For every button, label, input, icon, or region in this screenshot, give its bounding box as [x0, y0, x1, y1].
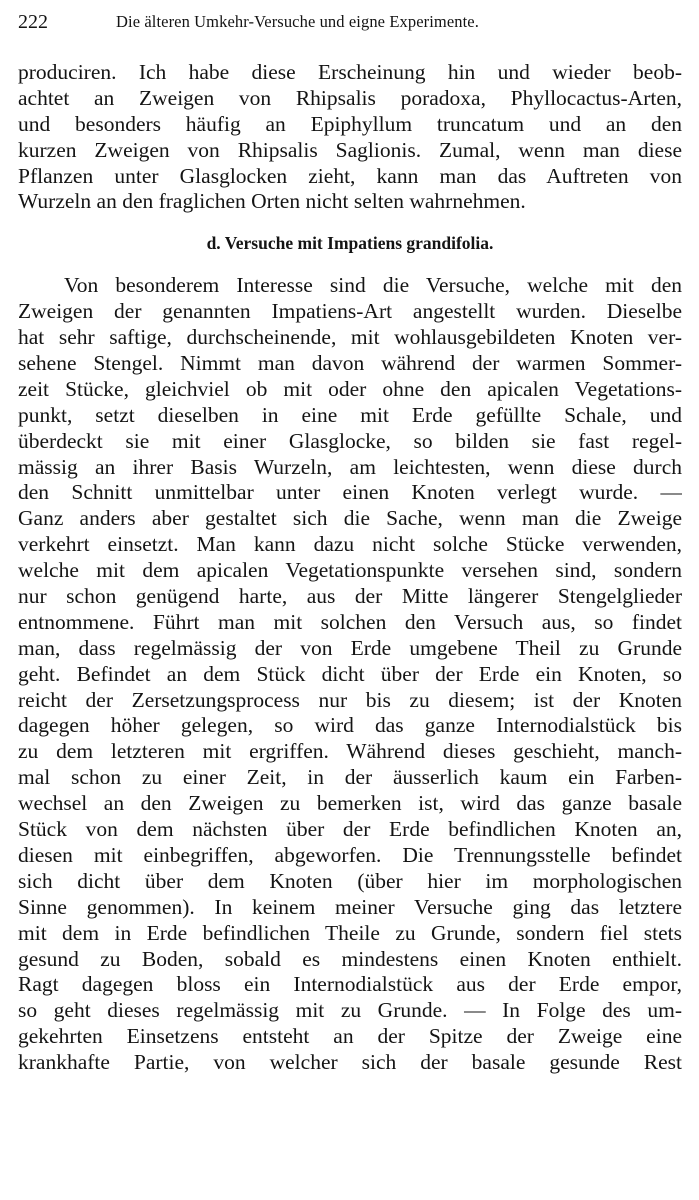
text-line: zu dem letzteren mit ergriffen. Während dieses geschieht, manch-	[18, 739, 682, 764]
text-line: Ragt dagegen bloss ein Internodialstück aus der Erde empor,	[18, 972, 682, 997]
text-line: geht. Befindet an dem Stück dicht über der Erde ein Knoten, so	[18, 661, 682, 686]
text-line: Sinne genommen). In keinem meiner Versuche ging das letztere	[18, 894, 682, 919]
running-header	[18, 8, 678, 36]
text-line: welche mit dem apicalen Vegetationspunkte versehen sind, sondern	[18, 558, 682, 583]
text-line: Pflanzen unter Glasglocken zieht, kann man das Auftreten von	[18, 163, 682, 188]
text-line: hat sehr saftige, durchscheinende, mit wohlausgebildeten Knoten ver-	[18, 325, 682, 350]
text-line: und besonders häufig an Epiphyllum truncatum und an den	[18, 111, 682, 136]
text-line: so geht dieses regelmässig mit zu Grunde. — In Folge des um-	[18, 998, 682, 1023]
text-line: sehene Stengel. Nimmt man davon während der warmen Sommer-	[18, 351, 682, 376]
text-line: Zweigen der genannten Impatiens-Art angestellt wurden. Dieselbe	[18, 299, 682, 324]
text-line: Von besonderem Interesse sind die Versuche, welche mit den	[64, 273, 682, 298]
text-line: nur schon genügend harte, aus der Mitte längerer Stengelglieder	[18, 584, 682, 609]
text-line: diesen mit einbegriffen, abgeworfen. Die Trennungsstelle befindet	[18, 842, 682, 867]
text-line: mit dem in Erde befindlichen Theile zu Grunde, sondern fiel stets	[18, 920, 682, 945]
text-line: Wurzeln an den fraglichen Orten nicht selten wahrnehmen.	[18, 189, 526, 214]
section-heading: d. Versuche mit Impatiens grandifolia.	[206, 233, 494, 254]
text-line: überdeckt sie mit einer Glasglocke, so bilden sie fast regel-	[18, 428, 682, 453]
text-line: man, dass regelmässig der von Erde umgebene Theil zu Grunde	[18, 635, 682, 660]
text-line: punkt, setzt dieselben in eine mit Erde gefüllte Schale, und	[18, 402, 682, 427]
text-line: zeit Stücke, gleichviel ob mit oder ohne den apicalen Vegetations-	[18, 376, 682, 401]
text-line: den Schnitt unmittelbar unter einen Knoten verlegt wurde. —	[18, 480, 682, 505]
text-line: gekehrten Einsetzens entsteht an der Spitze der Zweige eine	[18, 1024, 682, 1049]
text-line: verkehrt einsetzt. Man kann dazu nicht solche Stücke verwenden,	[18, 532, 682, 557]
running-title: Die älteren Umkehr-Versuche und eigne Experimente.	[116, 12, 479, 31]
text-line: wechsel an den Zweigen zu bemerken ist, wird das ganze basale	[18, 791, 682, 816]
text-line: Stück von dem nächsten über der Erde befindlichen Knoten an,	[18, 817, 682, 842]
text-line: dagegen höher gelegen, so wird das ganze Internodialstück bis	[18, 713, 682, 738]
text-line: entnommene. Führt man mit solchen den Versuch aus, so findet	[18, 609, 682, 634]
text-line: sich dicht über dem Knoten (über hier im morphologischen	[18, 868, 682, 893]
text-line: achtet an Zweigen von Rhipsalis poradoxa, Phyllocactus-Arten,	[18, 85, 682, 110]
text-line: kurzen Zweigen von Rhipsalis Saglionis. Zumal, wenn man diese	[18, 137, 682, 162]
text-line: mal schon zu einer Zeit, in der äusserlich kaum ein Farben-	[18, 765, 682, 790]
text-line: produciren. Ich habe diese Erscheinung hin und wieder beob-	[18, 60, 682, 84]
paragraph-2	[18, 273, 682, 1076]
paragraph-1	[18, 60, 682, 215]
text-line: Ganz anders aber gestaltet sich die Sache, wenn man die Zweige	[18, 506, 682, 531]
text-line: krankhafte Partie, von welcher sich der basale gesunde Rest	[18, 1050, 682, 1075]
body-text	[18, 60, 682, 1076]
text-line: gesund zu Boden, sobald es mindestens einen Knoten enthielt.	[18, 946, 682, 971]
text-line: mässig an ihrer Basis Wurzeln, am leichtesten, wenn diese durch	[18, 454, 682, 479]
page-number: 222	[18, 11, 48, 33]
text-line: reicht der Zersetzungsprocess nur bis zu diesem; ist der Knoten	[18, 687, 682, 712]
